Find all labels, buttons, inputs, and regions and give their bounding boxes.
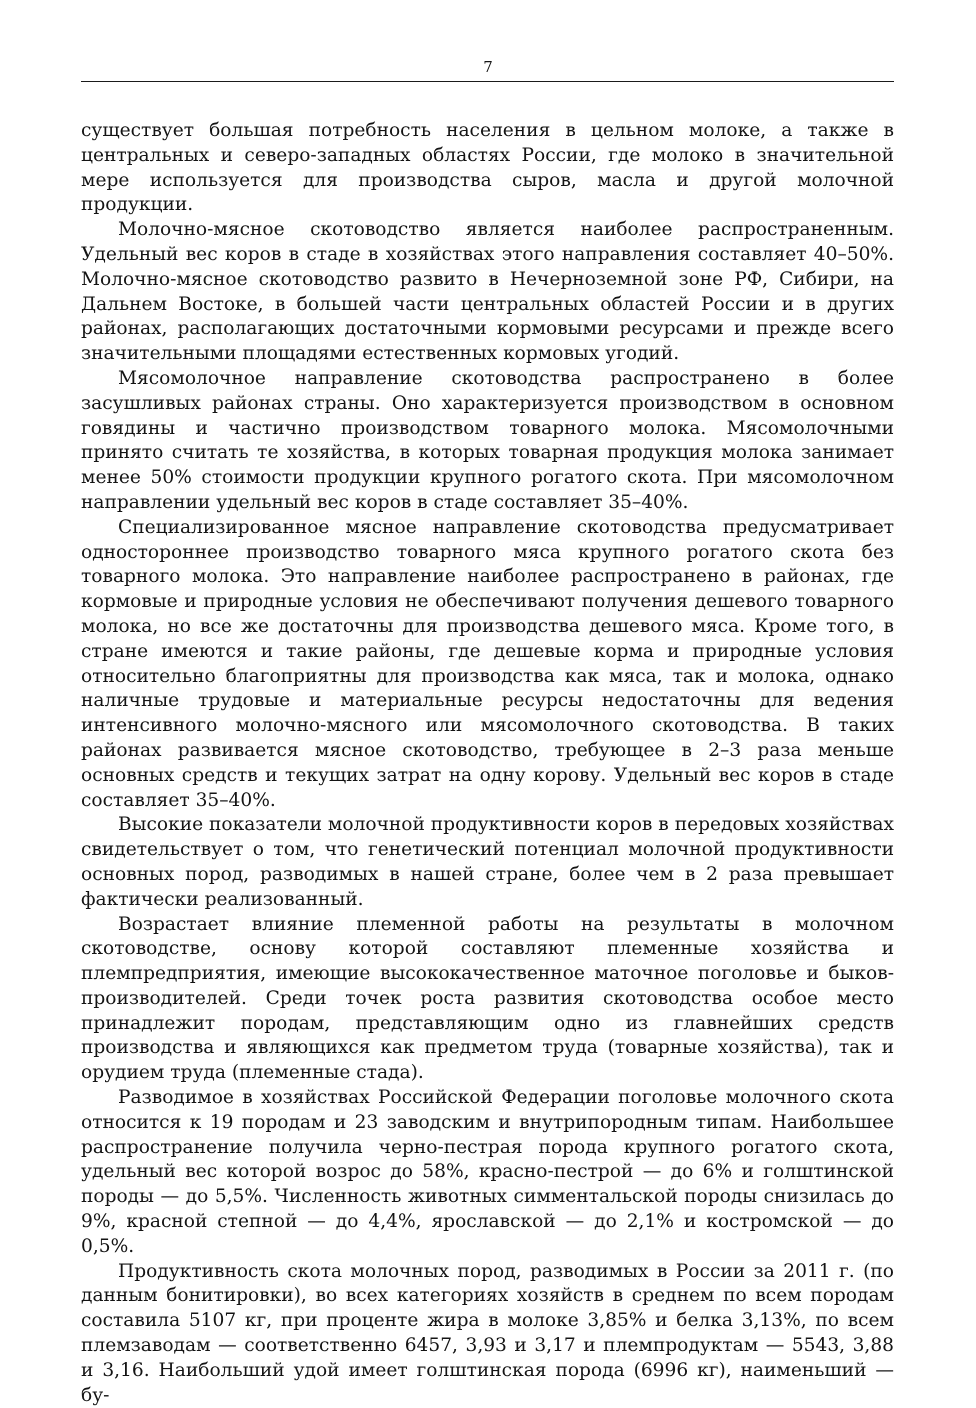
paragraph-breeding-work: Возрастает влияние племенной работы на результаты в молочном скотоводстве, основу которой составляют племенные хозяйства и племпредприятия, имеющие высококачественное маточное поголовье и быков-производителей. Среди точек роста развития скотоводства особое место принадлежит породам, представляющим одно из главнейших средств производства и являющихся как предметом труда (товарные хозяйства), так и орудием труда (племенные стада). — [81, 913, 894, 1084]
paragraph-continuation: существует большая потребность населения в цельном молоке, а также в центральных и северо-западных областях России, где молоко в значительной мере используется для производства сыров, масла и другой молочной продукции. — [81, 120, 894, 216]
paragraph-meat-dairy: Мясомолочное направление скотоводства распространено в более засушливых районах страны. Оно характеризуется производством в основном говядины и частично производством товарного молока. Мясомолочными принято считать те хозяйства, в которых товарная продукция молока занимает менее 50% стоимости продукции крупного рогатого скота. При мясомолочном направлении удельный вес коров в стаде составляет 35–40%. — [81, 367, 894, 513]
header-rule — [81, 81, 894, 82]
body-text — [81, 119, 894, 1408]
paragraph-breeds: Разводимое в хозяйствах Российской Федерации поголовье молочного скота относится к 19 породам и 23 заводским и внутрипородным типам. Наибольшее распространение получила черно-пестрая порода крупного рогатого скота, удельный вес которой возрос до 58%, красно-пестрой — до 6% и голштинской породы — до 5,5%. Численность животных симментальской породы снизилась до 9%, красной степной — до 4,4%, ярославской — до 2,1% и костромской — до 0,5%. — [81, 1087, 894, 1257]
paragraph-specialized-meat: Специализированное мясное направление скотоводства предусматривает одностороннее производство товарного мяса крупного рогатого скота без товарного молока. Это направление наиболее распространено в районах, где кормовые и природные условия не обеспечивают получения дешевого товарного молока, но все же достаточны для производства дешевого мяса. Кроме того, в стране имеются и такие районы, где дешевые корма и природные условия относительно благоприятны для производства как мяса, так и молока, однако наличные трудовые и материальные ресурсы недостаточны для ведения интенсивного молочно-мясного или мясомолочного скотоводства. В таких районах развивается мясное скотоводство, требующее в 2–3 раза меньше основных средств и текущих затрат на одну корову. Удельный вес коров в стаде составляет 35–40%. — [81, 516, 894, 811]
paragraph-genetic-potential: Высокие показатели молочной продуктивности коров в передовых хозяйствах свидетельствует о том, что генетический потенциал молочной продуктивности основных пород, разводимых в нашей стране, более чем в 2 раза превышает фактически реализованный. — [81, 814, 894, 910]
paragraph-dairy-meat: Молочно-мясное скотоводство является наиболее распространенным. Удельный вес коров в стаде в хозяйствах этого направления составляет 40–50%. Молочно-мясное скотоводство развито в Нечерноземной зоне РФ, Сибири, на Дальнем Востоке, в большей части центральных областей России и в других районах, располагающих достаточными кормовыми ресурсами и прежде всего значительными площадями естественных кормовых угодий. — [81, 219, 894, 365]
paragraph-productivity: Продуктивность скота молочных пород, разводимых в России за 2011 г. (по данным бонитировки), во всех категориях хозяйств в среднем по всем породам составила 5107 кг, при проценте жира в молоке 3,85% и белка 3,13%, по всем племзаводам — соответственно 6457, 3,93 и 3,17 и племпродуктам — 5543, 3,88 и 3,16. Наибольший удой имеет голштинская порода (6996 кг), наименьший — бу- — [81, 1260, 894, 1406]
page-number: 7 — [483, 58, 493, 76]
